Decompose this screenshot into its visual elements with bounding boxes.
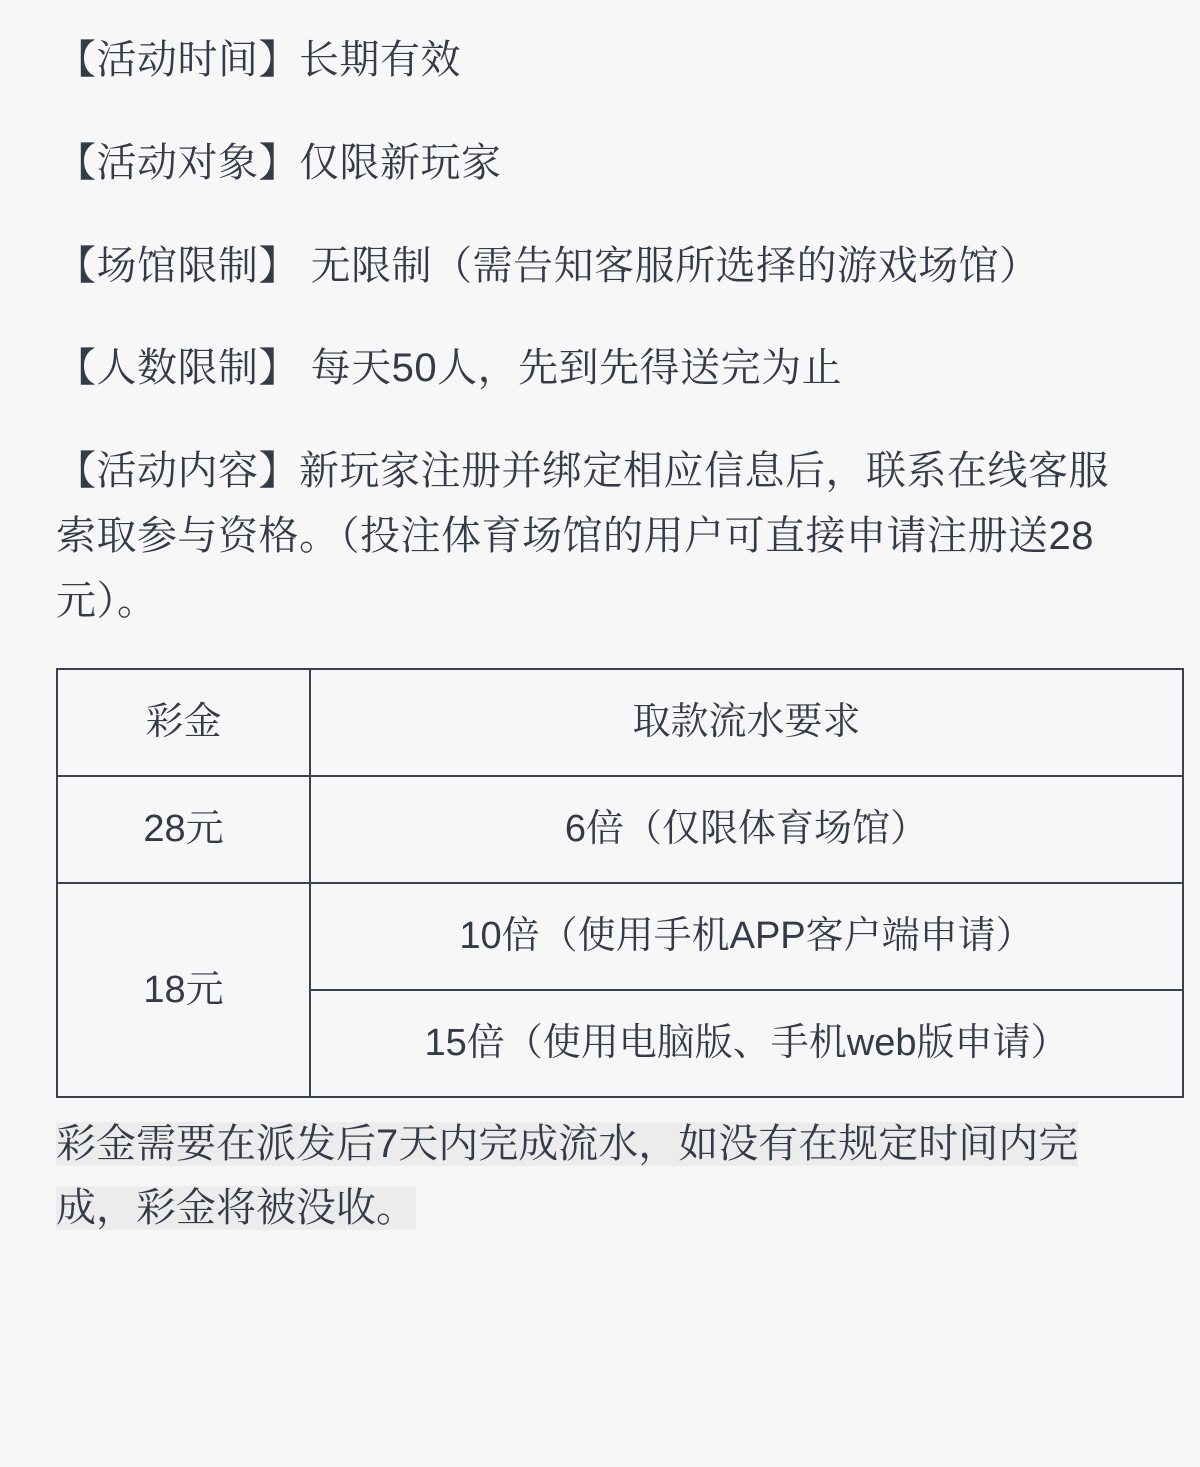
activity-period-paragraph: 【活动时间】长期有效 — [56, 38, 461, 82]
table-cell-requirement-web: 15倍（使用电脑版、手机web版申请） — [310, 990, 1183, 1097]
footnote-text — [56, 1112, 1144, 1240]
table-header-requirement: 取款流水要求 — [310, 669, 1183, 776]
venue-restriction-paragraph: 【场馆限制】 无限制（需告知客服所选择的游戏场馆） — [56, 243, 1040, 288]
bonus-requirements-table — [56, 668, 1184, 1099]
activity-audience-paragraph: 【活动对象】仅限新玩家 — [56, 140, 502, 185]
bonus-table-wrapper — [56, 668, 1144, 1099]
table-cell-bonus-18: 18元 — [57, 883, 310, 1097]
table-cell-requirement-app: 10倍（使用手机APP客户端申请） — [310, 883, 1183, 990]
footnote-highlight: 彩金需要在派发后7天内完成流水，如没有在规定时间内完成，彩金将被没收。 — [56, 1122, 1079, 1231]
table-cell-bonus-28: 28元 — [57, 776, 310, 883]
table-header-row — [57, 669, 1183, 776]
table-cell-requirement-28: 6倍（仅限体育场馆） — [310, 776, 1183, 883]
table-header-bonus: 彩金 — [57, 669, 310, 776]
activity-content-paragraph: 【活动内容】新玩家注册并绑定相应信息后，联系在线客服索取参与资格。（投注体育场馆的用户可直接申请注册送28元）。 — [56, 449, 1109, 623]
table-row — [57, 883, 1183, 990]
headcount-restriction-paragraph: 【人数限制】 每天50人，先到先得送完为止 — [56, 346, 843, 391]
table-row — [57, 776, 1183, 883]
